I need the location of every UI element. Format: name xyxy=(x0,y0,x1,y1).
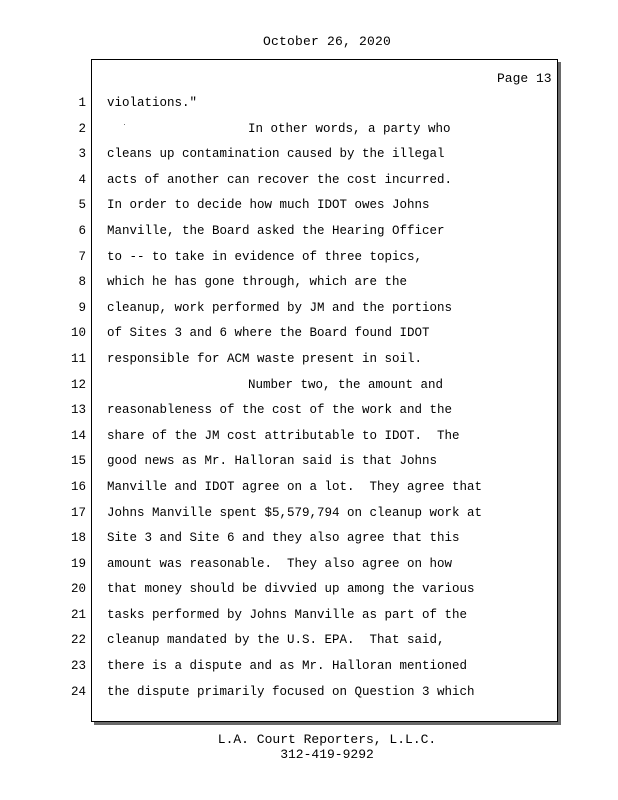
transcript-line: to -- to take in evidence of three topics, xyxy=(107,249,423,264)
transcript-line: Johns Manville spent $5,579,794 on cleanup work at xyxy=(107,505,483,520)
transcript-line: that money should be divvied up among the various xyxy=(107,582,475,597)
transcript-line: Site 3 and Site 6 and they also agree that this xyxy=(107,531,460,546)
line-number: 5 xyxy=(78,198,86,213)
line-number: 8 xyxy=(78,275,86,290)
transcript-line: share of the JM cost attributable to IDOT. The xyxy=(107,428,460,443)
line-number-column xyxy=(50,93,86,707)
footer-company: L.A. Court Reporters, L.L.C. xyxy=(217,732,437,747)
line-number: 7 xyxy=(78,249,86,264)
line-number: 2 xyxy=(78,121,86,136)
transcript-line: Manville, the Board asked the Hearing Officer xyxy=(107,223,445,238)
transcript-line: cleans up contamination caused by the illegal xyxy=(107,147,445,162)
line-number: 17 xyxy=(70,505,86,520)
header-date: October 26, 2020 xyxy=(262,34,392,49)
line-number: 9 xyxy=(78,300,86,315)
line-number: 18 xyxy=(70,531,86,546)
page-number: Page 13 xyxy=(497,71,552,86)
line-number: 24 xyxy=(70,684,86,699)
transcript-line: good news as Mr. Halloran said is that Johns xyxy=(107,454,438,469)
transcript-line: amount was reasonable. They also agree on how xyxy=(107,556,453,571)
line-number: 6 xyxy=(78,223,86,238)
transcript-line: acts of another can recover the cost incurred. xyxy=(107,172,453,187)
line-number: 1 xyxy=(78,96,86,110)
line-number: 23 xyxy=(70,659,86,674)
transcript-line: the dispute primarily focused on Question 3 which xyxy=(107,684,475,699)
line-number: 19 xyxy=(70,556,86,571)
line-number: 16 xyxy=(70,479,86,494)
line-number: 12 xyxy=(70,377,86,392)
transcript-line: which he has gone through, which are the xyxy=(107,275,408,290)
line-number: 20 xyxy=(70,582,86,597)
line-number: 22 xyxy=(70,633,86,648)
transcript-line: responsible for ACM waste present in soil. xyxy=(107,351,423,366)
line-number: 11 xyxy=(70,351,86,366)
transcript-line: In order to decide how much IDOT owes Johns xyxy=(107,198,430,213)
footer xyxy=(0,732,618,762)
transcript-line: Manville and IDOT agree on a lot. They agree that xyxy=(107,479,483,494)
footer-phone: 312-419-9292 xyxy=(280,747,374,762)
line-number: 13 xyxy=(70,403,86,418)
line-number: 3 xyxy=(78,147,86,162)
transcript-line: Number two, the amount and xyxy=(248,377,444,392)
line-number: 14 xyxy=(70,428,86,443)
line-number: 21 xyxy=(70,607,86,622)
transcript-line: In other words, a party who xyxy=(248,121,451,136)
transcript-line: reasonableness of the cost of the work and the xyxy=(107,403,453,418)
transcript-line: of Sites 3 and 6 where the Board found IDOT xyxy=(107,326,430,341)
transcript-line: cleanup, work performed by JM and the portions xyxy=(107,300,453,315)
line-number: 4 xyxy=(78,172,86,187)
transcript-line: tasks performed by Johns Manville as part of the xyxy=(107,607,468,622)
transcript-line: cleanup mandated by the U.S. EPA. That said, xyxy=(107,633,445,648)
line-number: 15 xyxy=(70,454,86,469)
transcript-line: violations." xyxy=(107,96,198,110)
transcript-text-column xyxy=(107,93,547,707)
transcript-line: there is a dispute and as Mr. Halloran mentioned xyxy=(107,659,468,674)
line-number: 10 xyxy=(70,326,86,341)
